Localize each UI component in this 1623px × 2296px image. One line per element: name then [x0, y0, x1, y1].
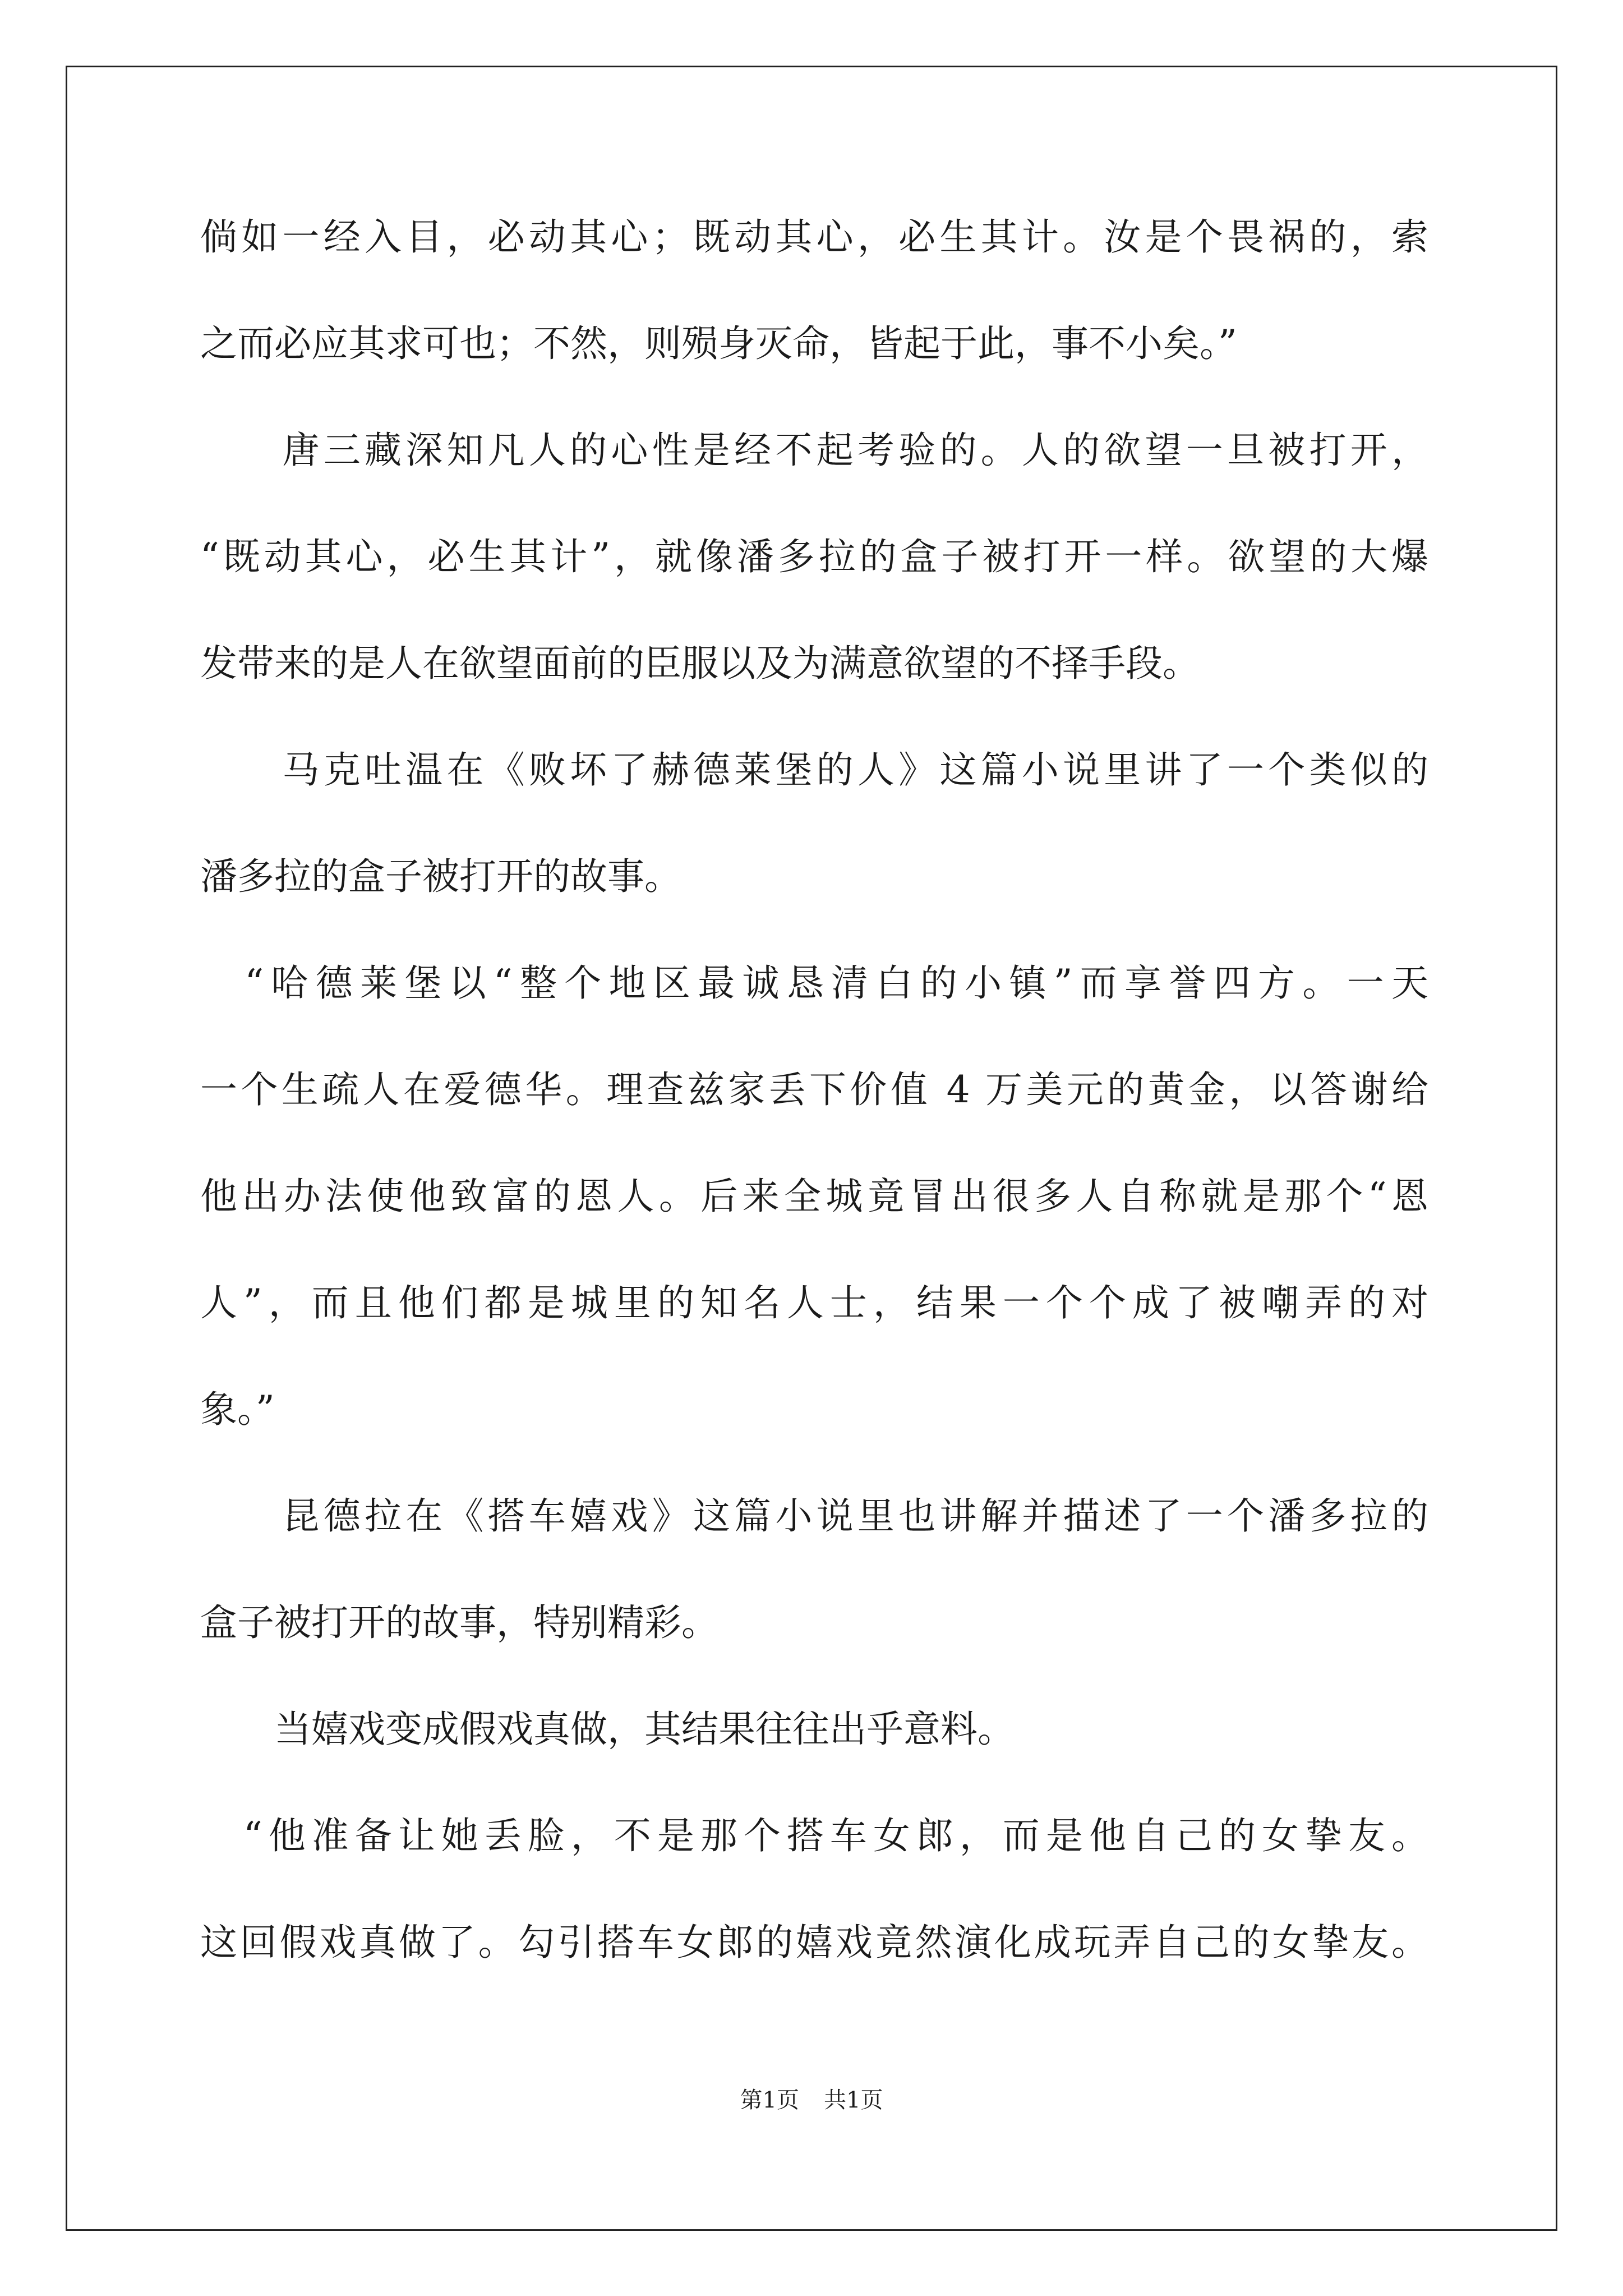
text-line: “哈德莱堡以“整个地区最诚恳清白的小镇”而享誉四方。一天	[200, 961, 1428, 1005]
text-line: 马克吐温在《败坏了赫德莱堡的人》这篇小说里讲了一个类似的	[200, 748, 1428, 792]
text-line: 潘多拉的盒子被打开的故事。	[200, 855, 681, 898]
text-line: 倘如一经入目，必动其心；既动其心，必生其计。汝是个畏祸的，索	[200, 215, 1428, 259]
page-footer	[0, 2089, 1623, 2111]
text-line: 盒子被打开的故事，特别精彩。	[200, 1601, 718, 1644]
page-number: 第1页	[740, 2087, 799, 2113]
text-line: “既动其心，必生其计”，就像潘多拉的盒子被打开一样。欲望的大爆	[200, 535, 1428, 578]
text-line: 人”，而且他们都是城里的知名人士，结果一个个成了被嘲弄的对	[200, 1281, 1428, 1324]
text-line: 之而必应其求可也；不然，则殒身灭命，皆起于此，事不小矣。”	[200, 322, 1237, 365]
text-line: 象。”	[200, 1388, 275, 1431]
text-line: 这回假戏真做了。勾引搭车女郎的嬉戏竟然演化成玩弄自己的女挚友。	[200, 1921, 1428, 1964]
page-total: 共1页	[824, 2087, 883, 2113]
text-line: 当嬉戏变成假戏真做，其结果往往出乎意料。	[200, 1708, 1015, 1751]
text-line: 昆德拉在《搭车嬉戏》这篇小说里也讲解并描述了一个潘多拉的	[200, 1494, 1428, 1538]
text-line: 唐三藏深知凡人的心性是经不起考验的。人的欲望一旦被打开，	[200, 429, 1428, 472]
text-line: “他准备让她丢脸，不是那个搭车女郎，而是他自己的女挚友。	[200, 1814, 1428, 1857]
text-line: 一个生疏人在爱德华。理查兹家丢下价值 4 万美元的黄金，以答谢给	[200, 1068, 1428, 1111]
document-body	[200, 215, 1428, 2031]
text-line: 发带来的是人在欲望面前的臣服以及为满意欲望的不择手段。	[200, 642, 1200, 685]
text-line: 他出办法使他致富的恩人。后来全城竟冒出很多人自称就是那个“恩	[200, 1175, 1428, 1218]
